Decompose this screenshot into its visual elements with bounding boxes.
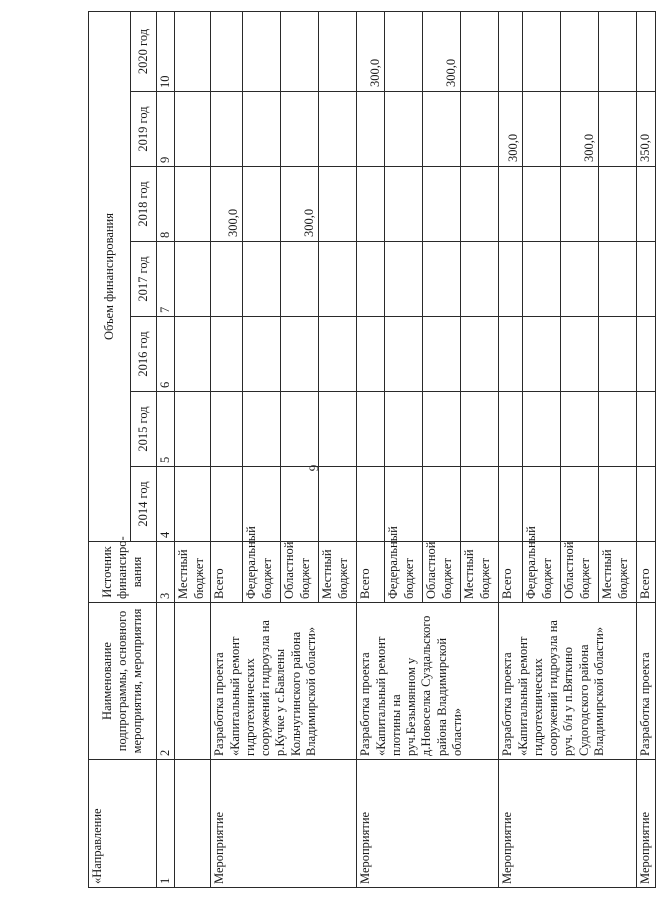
table-row [499,11,523,887]
value-cell: 300,0 [281,167,319,242]
value-cell [499,467,523,542]
value-cell [211,11,243,91]
event-name-cell: Разработка проекта «Капитальный ремонт гидротехнических сооружений гидроузла на руч. б/н у п.Вяткино Судогодского района Владимирской области» [499,603,637,760]
value-cell [357,467,385,542]
source-cell: Всего [499,542,523,603]
value-cell [599,11,637,91]
value-cell [637,467,655,542]
source-cell: Федеральный бюджет [385,542,423,603]
header-year: 2016 год [131,317,157,392]
index-cell: 1 [157,760,175,888]
value-cell [423,317,461,392]
value-cell [423,242,461,317]
value-cell: 300,0 [423,11,461,91]
direction-cell: Мероприятие [357,760,499,888]
source-cell: Федеральный бюджет [523,542,561,603]
header-year: 2014 год [131,467,157,542]
value-cell [561,467,599,542]
value-cell [357,92,385,167]
header-direction: «Направление [89,760,157,888]
value-cell [523,317,561,392]
event-name-cell: Разработка проекта [637,603,655,760]
value-cell [281,392,319,467]
source-cell: Местный бюджет [461,542,499,603]
source-cell: Местный бюджет [175,542,211,603]
value-cell [637,392,655,467]
value-cell [281,92,319,167]
value-cell [243,242,281,317]
value-cell [243,167,281,242]
value-cell [357,392,385,467]
direction-cell: Мероприятие [499,760,637,888]
index-cell: 2 [157,603,175,760]
value-cell [561,242,599,317]
value-cell [461,467,499,542]
value-cell [523,92,561,167]
table-row [357,11,385,887]
value-cell [385,92,423,167]
value-cell [461,242,499,317]
value-cell [599,467,637,542]
value-cell [499,242,523,317]
value-cell [561,167,599,242]
value-cell [319,392,357,467]
index-cell: 7 [157,242,175,317]
value-cell [461,392,499,467]
index-row [157,11,175,887]
financing-table [88,11,656,888]
value-cell [281,317,319,392]
value-cell [319,92,357,167]
value-cell [243,392,281,467]
value-cell [281,467,319,542]
header-name: Наименование подпрограммы, основного мероприятия, мероприятия [89,603,157,760]
value-cell [357,242,385,317]
header-volume: Объем финансирования [89,11,131,541]
value-cell [637,167,655,242]
value-cell [523,392,561,467]
index-cell: 6 [157,317,175,392]
source-cell: Областной бюджет [281,542,319,603]
value-cell [385,242,423,317]
value-cell: 300,0 [357,11,385,91]
index-cell: 5 [157,392,175,467]
value-cell [211,92,243,167]
header-source: Источник финансиро-вания [89,542,157,603]
value-cell [499,317,523,392]
rotated-table-container [88,12,653,888]
value-cell [281,11,319,91]
page-number: 9 [306,464,321,472]
source-cell: Федеральный бюджет [243,542,281,603]
value-cell [243,92,281,167]
value-cell [599,317,637,392]
index-cell: 10 [157,11,175,91]
index-cell: 3 [157,542,175,603]
value-cell [499,392,523,467]
value-cell [561,317,599,392]
value-cell [637,317,655,392]
value-cell [561,11,599,91]
index-cell: 4 [157,467,175,542]
value-cell [461,167,499,242]
value-cell [385,11,423,91]
source-cell: Местный бюджет [319,542,357,603]
value-cell [357,167,385,242]
value-cell [385,167,423,242]
header-year: 2020 год [131,11,157,91]
value-cell [523,11,561,91]
source-cell: Всего [637,542,655,603]
value-cell [423,167,461,242]
value-cell [637,11,655,91]
value-cell [211,242,243,317]
index-cell: 9 [157,92,175,167]
value-cell [385,392,423,467]
value-cell [243,11,281,91]
value-cell: 300,0 [211,167,243,242]
value-cell [211,467,243,542]
value-cell [211,317,243,392]
value-cell [423,467,461,542]
value-cell [599,167,637,242]
value-cell [385,317,423,392]
value-cell [423,92,461,167]
value-cell [319,242,357,317]
source-cell: Всего [357,542,385,603]
value-cell [281,242,319,317]
value-cell: 300,0 [561,92,599,167]
source-cell: Всего [211,542,243,603]
table-row [211,11,243,887]
value-cell [319,167,357,242]
value-cell [461,11,499,91]
direction-cell: Мероприятие [211,760,357,888]
value-cell [523,242,561,317]
header-year: 2018 год [131,167,157,242]
event-name-cell: Разработка проекта «Капитальный ремонт гидротехнических сооружений гидроузла на р.Кучке у с.Бавлены Кольчугинского района Владимирской области» [211,603,357,760]
header-year: 2017 год [131,242,157,317]
direction-cell: Мероприятие [637,760,655,888]
value-cell [637,242,655,317]
value-cell [523,167,561,242]
value-cell [211,392,243,467]
value-cell [499,167,523,242]
value-cell [319,11,357,91]
value-cell [461,92,499,167]
value-cell [599,242,637,317]
value-cell [599,392,637,467]
value-cell [599,92,637,167]
source-cell: Областной бюджет [561,542,599,603]
header-year: 2019 год [131,92,157,167]
value-cell: 350,0 [637,92,655,167]
value-cell [561,392,599,467]
value-cell [357,317,385,392]
value-cell [499,11,523,91]
value-cell [319,467,357,542]
value-cell: 300,0 [499,92,523,167]
value-cell [243,317,281,392]
header-year: 2015 год [131,392,157,467]
table-row [637,11,655,887]
value-cell [319,317,357,392]
table-row [175,11,211,887]
source-cell: Местный бюджет [599,542,637,603]
value-cell [461,317,499,392]
index-cell: 8 [157,167,175,242]
source-cell: Областной бюджет [423,542,461,603]
value-cell [423,392,461,467]
event-name-cell: Разработка проекта «Капитальный ремонт плотины на руч.Безымянном у д.Новоселка Суздальского района Владимирской области» [357,603,499,760]
